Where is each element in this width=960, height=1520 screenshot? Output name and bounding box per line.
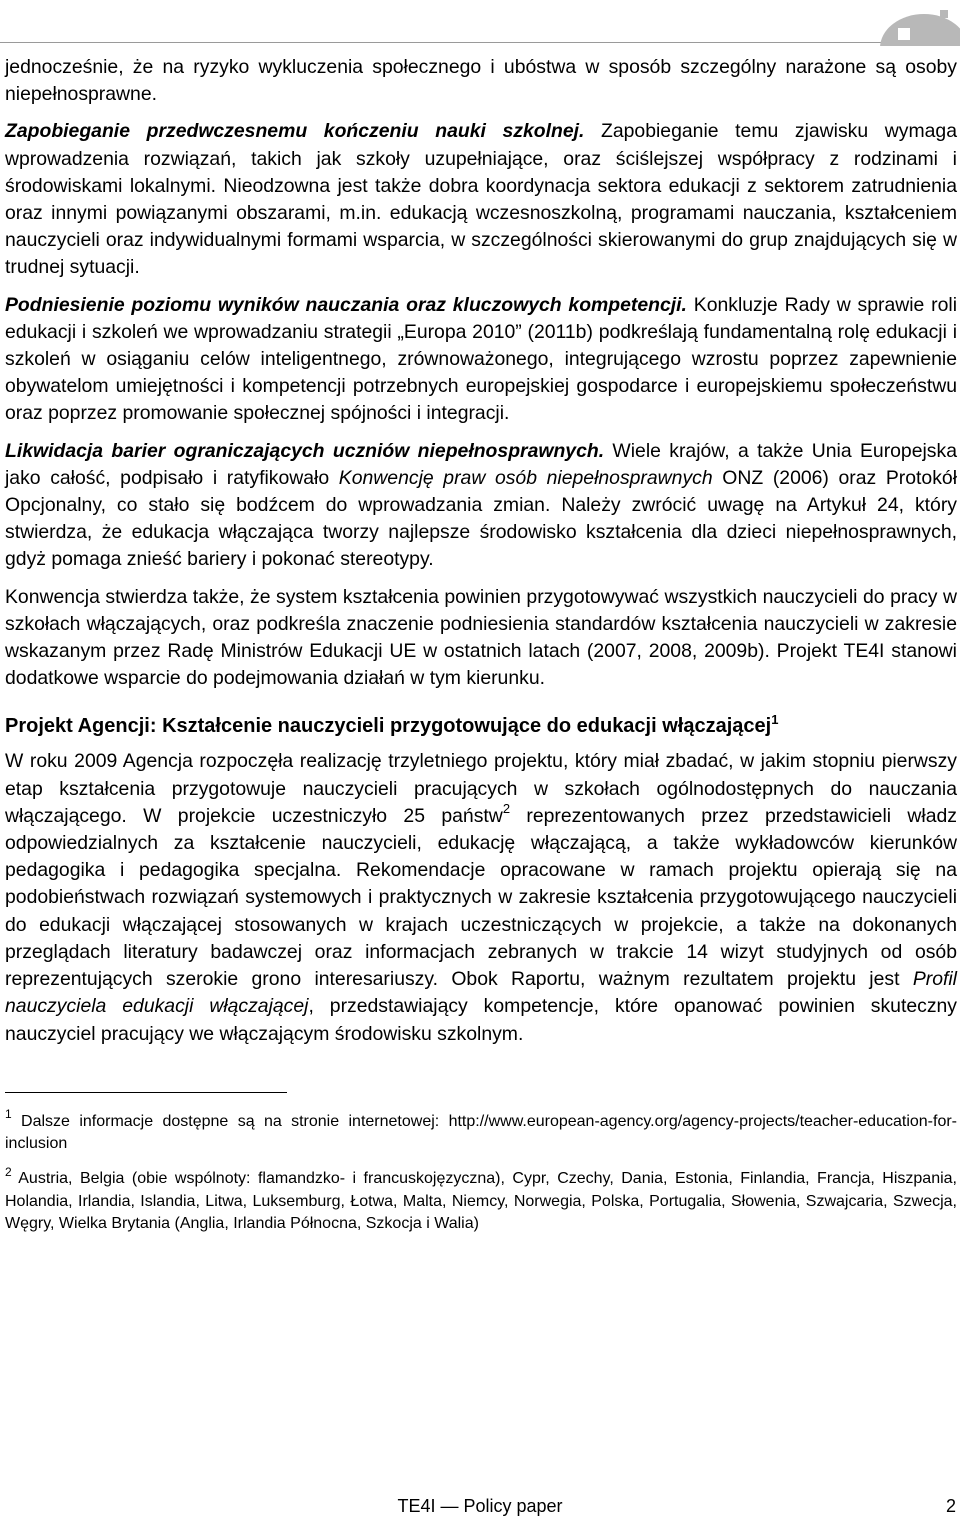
page-footer [0, 1496, 960, 1520]
paragraph [5, 584, 957, 693]
convention-title: Konwencję praw osób niepełnosprawnych [338, 466, 713, 489]
footnote-ref: 1 [771, 711, 779, 727]
paragraph [5, 292, 957, 428]
profile-title: Profil nauczyciela edukacji włączającej [5, 968, 957, 1018]
paragraph-text: W roku 2009 Agencja rozpoczęła realizację trzyletniego projektu, który miał zbadać, w jakim stopniu pierwszy etap kształcenia przygotowuje nauczycieli pracujących w szkołach ogólnodostępnych do nauczania włączającego. W projekcie uczestniczyło 25 państw [5, 750, 957, 827]
paragraph-text: Zapobieganie temu zjawisku wymaga wprowadzenia rozwiązań, takich jak szkoły uzupełniające, oraz ściślejszej współpracy z rodzinami i środowiskami lokalnymi. Nieodzowna jest także dobra koordynacja sektora edukacji z sektorem zatrudnienia oraz innymi powiązanymi obszarami, m.in. edukacją wczesnoszkolną, programami nauczania, kształceniem nauczycieli oraz indywidualnymi formami wsparcia, w szczególności skierowanymi do grup znajdujących się w trudnej sytuacji. [5, 120, 957, 279]
paragraph-heading: Likwidacja barier ograniczających uczniów niepełnosprawnych. [5, 439, 605, 462]
section-heading [5, 712, 957, 740]
paragraph-text: Konwencja stwierdza także, że system kształcenia powinien przygotowywać wszystkich nauczycieli do pracy w szkołach włączających, oraz podkreśla znaczenie podniesienia standardów kształcenia nauczycieli w zakresie wskazanym przez Radę Ministrów Edukacji UE w ostatnich latach (2007, 2008, 2009b). Projekt TE4I stanowi dodatkowe wsparcie do podejmowania działań w tym kierunku. [5, 585, 957, 690]
header-rule [0, 42, 900, 43]
footnote-ref: 2 [502, 801, 511, 817]
footer-title: TE4I — Policy paper [397, 1496, 563, 1516]
paragraph-text: ONZ (2006) oraz Protokół Opcjonalny, co stało się bodźcem do wprowadzania zmian. Należy zwrócić uwagę na Artykuł 24, który stwierdza, że edukacja włączająca tworzy najlepsze środowisko kształcenia dla dzieci niepełnosprawnych, gdyż pomaga znieść bariery i pokonać stereotypy. [5, 466, 958, 571]
paragraph-heading: Zapobieganie przedwczesnemu kończeniu nauki szkolnej. [5, 120, 585, 143]
paragraph-text: jednocześnie, że na ryzyko wykluczenia społecznego i ubóstwa w sposób szczególny narażone są osoby niepełnosprawne. [5, 56, 957, 106]
footnote [5, 1164, 957, 1235]
paragraph-heading: Podniesienie poziomu wyników nauczania oraz kluczowych kompetencji. [5, 293, 687, 316]
paragraph [5, 118, 957, 281]
document-body [5, 54, 957, 1248]
section-heading-text: Projekt Agencji: Kształcenie nauczycieli przygotowujące do edukacji włączającej [5, 715, 772, 738]
footnote-text: Austria, Belgia (obie wspólnoty: flamandzko- i francuskojęzyczna), Cypr, Czechy, Dania, Estonia, Finlandia, Francja, Hiszpania, Holandia, Irlandia, Islandia, Litwa, Luksemburg, Łotwa, Malta, Niemcy, Norwegia, Polska, Portugalia, Słowenia, Szwajcaria, Szwecja, Węgry, Wielka Brytania (Anglia, Irlandia Północna, Szkocja i Walia) [5, 1170, 957, 1232]
page-number: 2 [945, 1496, 956, 1516]
paragraph [5, 748, 957, 1047]
footnote-number: 2 [5, 1164, 12, 1179]
paragraph-text: reprezentowanych przez przedstawicieli władz odpowiedzialnych za kształcenie nauczycieli, edukację włączającą, a także wykładowców kierunków pedagogika i pedagogika specjalna. Rekomendacje opracowane w ramach projektu opierają się na podobieństwach rozwiązań systemowych i praktycznych w zakresie kształcenia przygotowującego nauczycieli do edukacji włączającej stosowanych w krajach uczestniczących w projekcie, a także na dokonanych przeglądach literatury badawczej oraz informacjach zebranych w trakcie 14 wizyt studyjnych od osób reprezentujących szerokie grono interesariuszy. Obok Raportu, ważnym rezultatem projektu jest [5, 804, 957, 991]
paragraph-text: , przedstawiający kompetencje, które opanować powinien skuteczny nauczyciel pracujący we włączającym środowisku szkolnym. [5, 995, 958, 1045]
footnote-number: 1 [5, 1107, 12, 1122]
footnote-text: Dalsze informacje dostępne są na stronie internetowej: http://www.european-agency.org/agency-projects/teacher-education-for-inclusion [5, 1112, 957, 1152]
footnote-divider [5, 1092, 287, 1093]
paragraph-text: Konkluzje Rady w sprawie roli edukacji i szkoleń we wprowadzaniu strategii „Europa 2010” (2011b) podkreślają fundamentalną rolę edukacji i szkoleń w osiąganiu celów inteligentnego, zrównoważonego, integrującego wzrostu poprzez zapewnienie obywatelom umiejętności i kompetencji potrzebnych europejskiej gospodarce i europejskiemu społeczeństwu oraz poprzez promowanie społecznej spójności i integracji. [5, 293, 957, 425]
paragraph [5, 438, 957, 574]
paragraph-text: Wiele krajów, a także Unia Europejska jako całość, podpisało i ratyfikowało [5, 439, 957, 489]
agency-logo-icon [878, 8, 960, 46]
footnote [5, 1107, 957, 1156]
paragraph [5, 54, 957, 108]
